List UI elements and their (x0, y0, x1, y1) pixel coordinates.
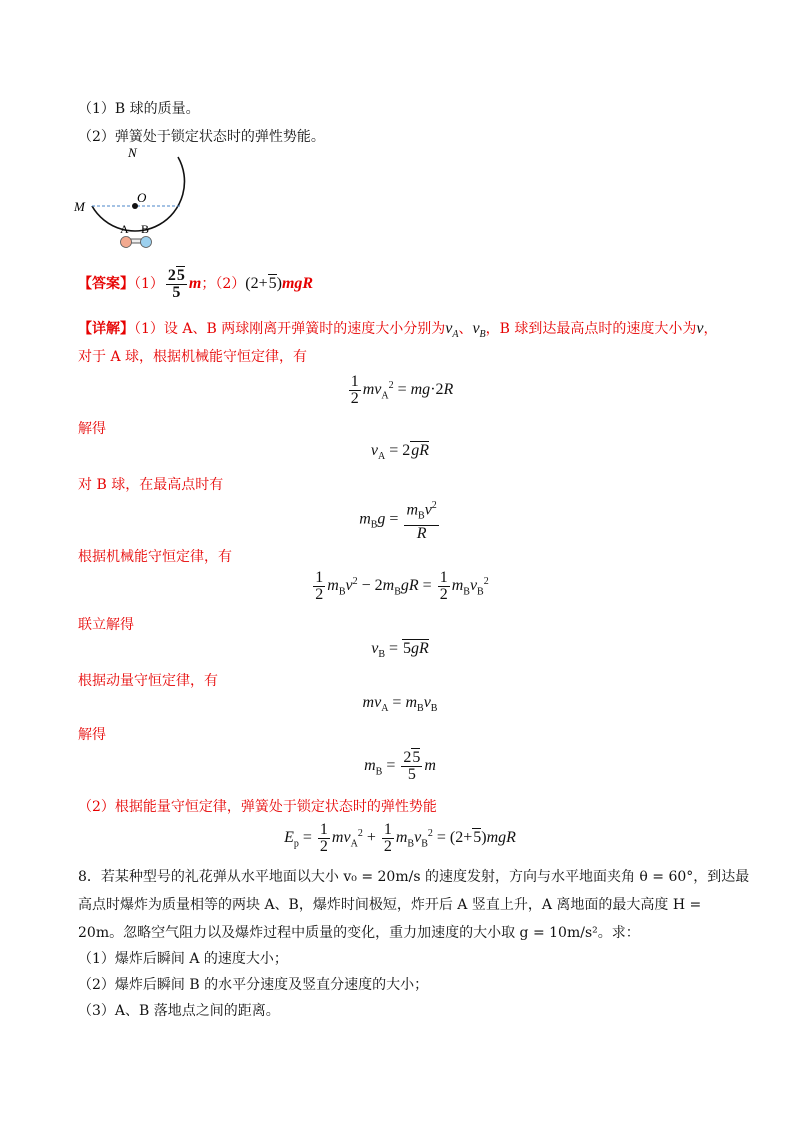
detail-line-b: 对 B 球，在最高点时有 (78, 477, 224, 493)
q8-line-3: 20m。忽略空气阻力以及爆炸过程中质量的变化，重力加速度的大小取 g = 10m/s²。求： (78, 925, 640, 941)
semicircle-figure (70, 145, 195, 257)
equation-8: $E_p$ = $\frac{1}{2}$ $mv_A^2$ + $\frac{1}{2}$ $m_Bv_B^2 = (2+5)mgR$ (284, 821, 516, 855)
label-M: M (74, 199, 85, 214)
equation-4: $\frac{1}{2}$ $m_Bv^2 - 2m_BgR$ = $\frac{1}{2}$ $m_Bv_B^2$ (315, 569, 489, 603)
equation-5: $v_B = 5gR$ (371, 640, 429, 661)
answer-tag: 【答案】 (78, 276, 134, 293)
equation-2: $v_A = 2gR$ (370, 442, 430, 463)
detail-combine: 联立解得 (78, 617, 134, 633)
q8-sub-2: （2）爆炸后瞬间 B 的水平分速度及竖直分速度的大小； (78, 977, 429, 993)
q8-sub-3: （3）A、B 落地点之间的距离。 (78, 1003, 280, 1019)
detail-part2: （2）根据能量守恒定律，弹簧处于锁定状态时的弹性势能 (78, 799, 437, 815)
equation-3: $m_Bg$ = $\frac{m_Bv^2}{R}$ (359, 500, 437, 542)
detail-momentum: 根据动量守恒定律，有 (78, 673, 218, 689)
equation-7: $m_B$ = $\frac{25}{5}$ m (364, 749, 436, 783)
detail-line-1: 【详解】（1）设 A、B 两球刚离开弹簧时的速度大小分别为$v_A$、$v_B$，B 球到达最高点时的速度大小为v， (78, 320, 718, 341)
detail-energy: 根据机械能守恒定律，有 (78, 549, 232, 565)
label-O: O (137, 190, 147, 205)
q8-line-1: 8．若某种型号的礼花弹从水平地面以大小 v₀ = 20m/s 的速度发射，方向与水平地面夹角 θ = 60°，到达最 (78, 869, 750, 885)
question-part-1: （1）B 球的质量。 (78, 101, 200, 117)
question-part-2: （2）弹簧处于锁定状态时的弹性势能。 (78, 129, 325, 145)
label-A: A (120, 222, 129, 236)
answer-line: 【答案】（1） $\frac{25}{5}$ m；（2）(2+5)mgR (78, 267, 314, 301)
label-N: N (128, 145, 137, 160)
equation-6: $mv_A = m_Bv_B$ (362, 694, 438, 715)
solve-label-1: 解得 (78, 421, 106, 437)
q8-sub-1: （1）爆炸后瞬间 A 的速度大小； (78, 951, 288, 967)
label-B: B (141, 222, 150, 236)
detail-tag: 【详解】 (78, 321, 134, 337)
solve-label-2: 解得 (78, 727, 106, 743)
equation-1: $\frac{1}{2}$ $mv_A^2 = mg\cdot 2R$ (350, 373, 454, 407)
detail-line-2: 对于 A 球，根据机械能守恒定律，有 (78, 349, 308, 365)
q8-line-2: 高点时爆炸为质量相等的两块 A、B，爆炸时间极短，炸开后 A 竖直上升，A 离地面的最大高度 H = (78, 897, 702, 913)
